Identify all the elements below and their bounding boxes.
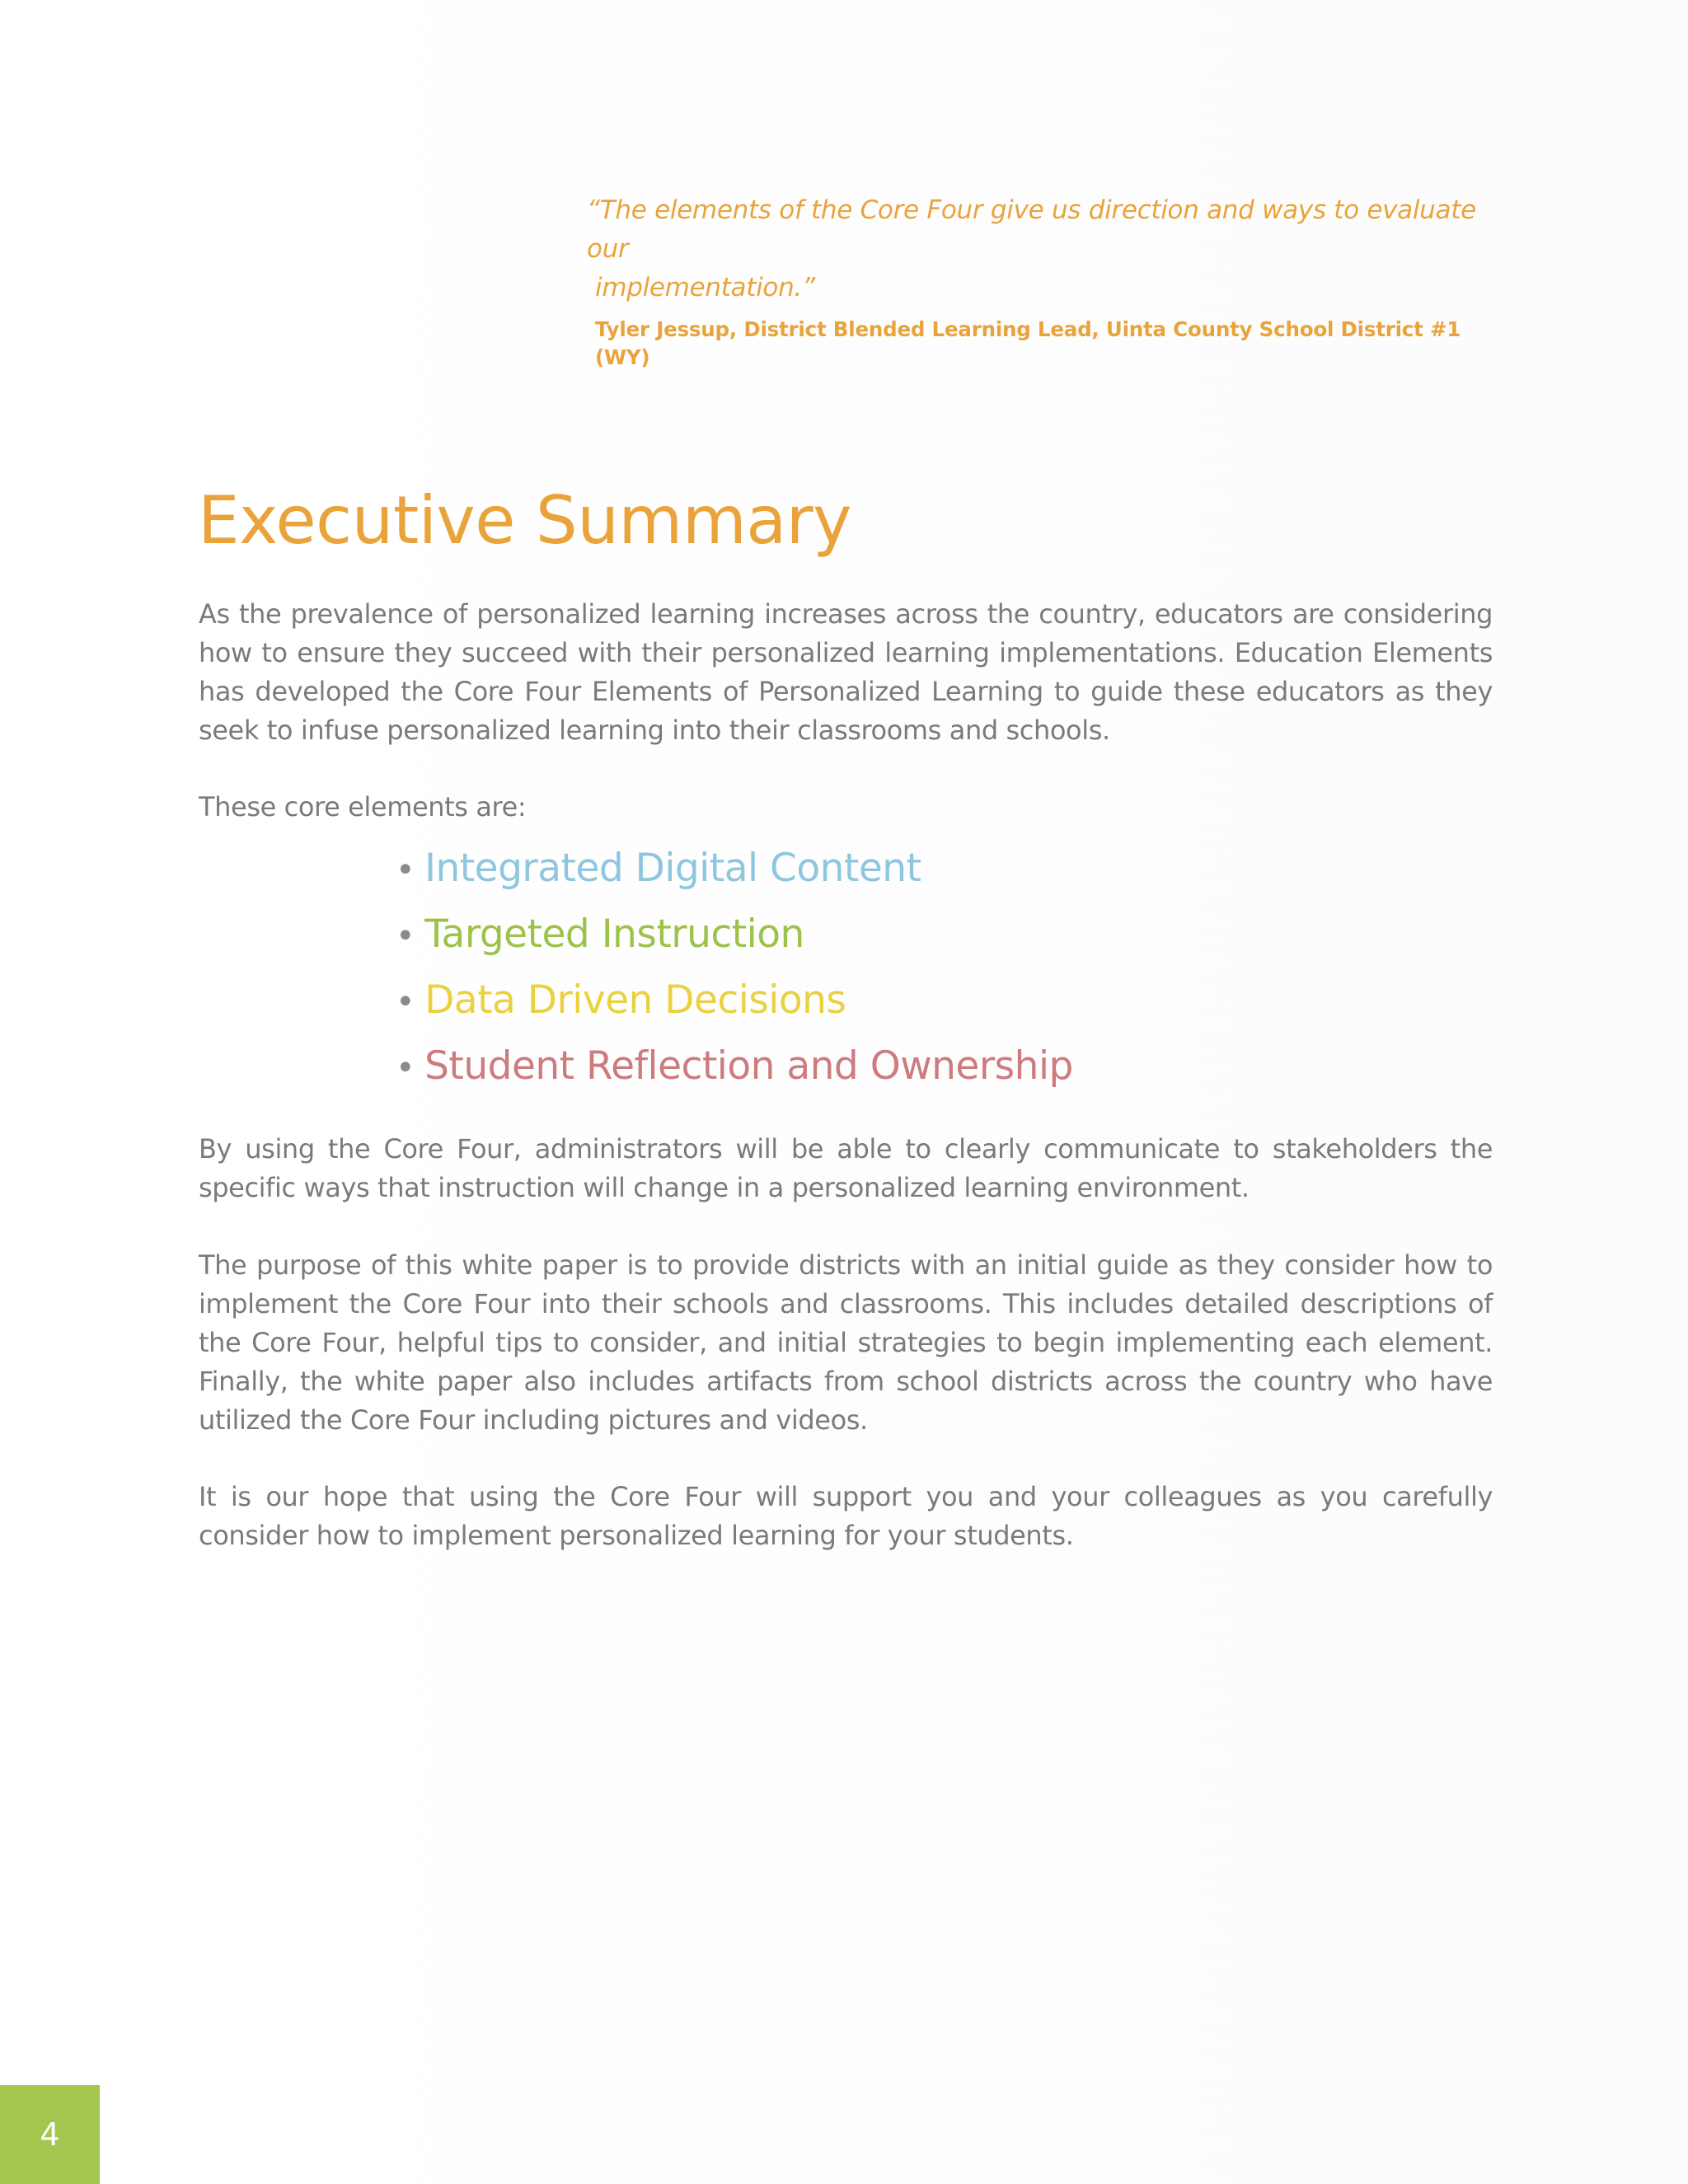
bullet-icon: • [396,983,415,1021]
core-element-label: Data Driven Decisions [424,977,846,1023]
paragraph-purpose: The purpose of this white paper is to provide districts with an initial guide as they consider how to implement the Core Four into their schools and classrooms. This includes detailed descriptions of the Core Four, helpful tips to consider, and initial strategies to begin implementing each element. Finally, the white paper also includes artifacts from school districts across the country who have utilized the Core Four including pictures and videos. [199,1249,1493,1436]
core-element-item [396,1040,1073,1106]
core-element-item [396,908,1073,974]
bullet-icon: • [396,1049,415,1087]
quote-attribution: Tyler Jessup, District Blended Learning Lead, Uinta County School District #1 (WY) [595,317,1461,369]
paragraph-hope: It is our hope that using the Core Four will support you and your colleagues as you carefully consider how to implement personalized learning for your students. [199,1481,1493,1551]
core-element-item [396,974,1073,1040]
pull-quote [587,191,1477,372]
paragraph-intro: As the prevalence of personalized learning increases across the country, educators are considering how to ensure they succeed with their personalized learning implementations. Education Elements has developed the Core Four Elements of Personalized Learning to guide these educators as they seek to infuse personalized learning into their classrooms and schools. [199,598,1493,746]
quote-line-2: implementation.” [595,273,815,302]
bullet-icon: • [396,851,415,889]
page-title: Executive Summary [198,482,852,559]
core-element-item [396,842,1073,908]
core-element-label: Integrated Digital Content [424,846,921,891]
paragraph-usage: By using the Core Four, administrators will be able to clearly communicate to stakeholders the specific ways that instruction will change in a personalized learning environment. [199,1133,1493,1203]
quote-text [587,191,1477,307]
page-number: 4 [40,2116,60,2153]
core-element-label: Targeted Instruction [424,912,804,957]
core-elements-list [396,842,1073,1106]
page-number-tab [0,2085,100,2184]
paragraph-lead-in: These core elements are: [199,791,527,823]
core-element-label: Student Reflection and Ownership [424,1043,1073,1089]
quote-line-1: “The elements of the Core Four give us direction and ways to evaluate our [587,195,1476,264]
bullet-icon: • [396,917,415,955]
